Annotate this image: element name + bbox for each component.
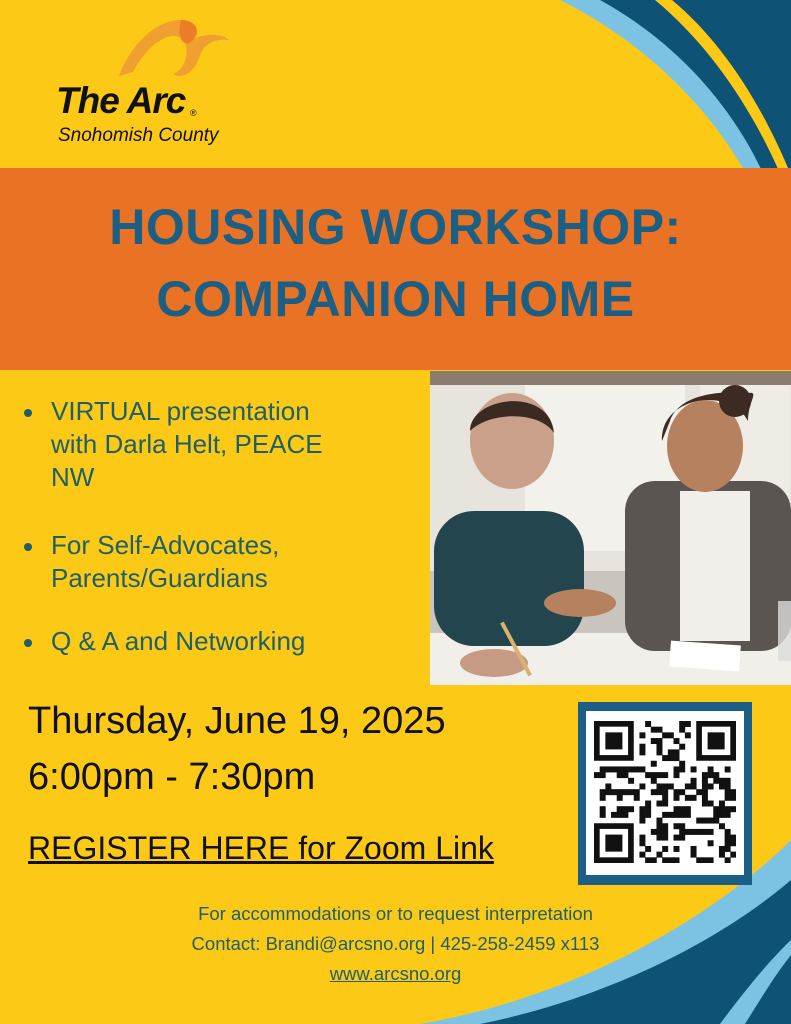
bullet-dot-icon xyxy=(24,639,32,647)
title-line-2: COMPANION HOME xyxy=(156,271,635,327)
footer-website-row xyxy=(0,963,791,985)
qr-code-frame[interactable] xyxy=(578,702,752,885)
list-item-text: For Self-Advocates, Parents/Guardians xyxy=(51,530,280,593)
title-line-1: HOUSING WORKSHOP: xyxy=(109,199,682,255)
qr-code-panel[interactable] xyxy=(586,711,744,875)
qr-code-icon[interactable] xyxy=(594,721,736,863)
title-banner xyxy=(0,168,791,370)
event-time: 6:00pm - 7:30pm xyxy=(28,756,316,798)
arc-logo xyxy=(56,14,246,154)
register-link[interactable]: REGISTER HERE for Zoom Link xyxy=(28,830,494,866)
website-link[interactable]: www.arcsno.org xyxy=(329,963,462,984)
logo-registered-mark: ® xyxy=(190,108,197,118)
bullet-dot-icon xyxy=(24,409,32,417)
event-date: Thursday, June 19, 2025 xyxy=(28,700,446,742)
logo-name: The Arc xyxy=(56,80,186,121)
list-item-text: VIRTUAL presentation with Darla Helt, PEACE NW xyxy=(51,396,323,492)
bullet-dot-icon xyxy=(24,543,32,551)
footer-contact: Contact: Brandi@arcsno.org | 425-258-2459 x113 xyxy=(191,933,600,954)
footer-accommodations: For accommodations or to request interpretation xyxy=(198,903,593,924)
list-item-text: Q & A and Networking xyxy=(51,626,306,656)
workshop-photo xyxy=(430,371,791,685)
logo-subtitle: Snohomish County xyxy=(58,125,219,146)
